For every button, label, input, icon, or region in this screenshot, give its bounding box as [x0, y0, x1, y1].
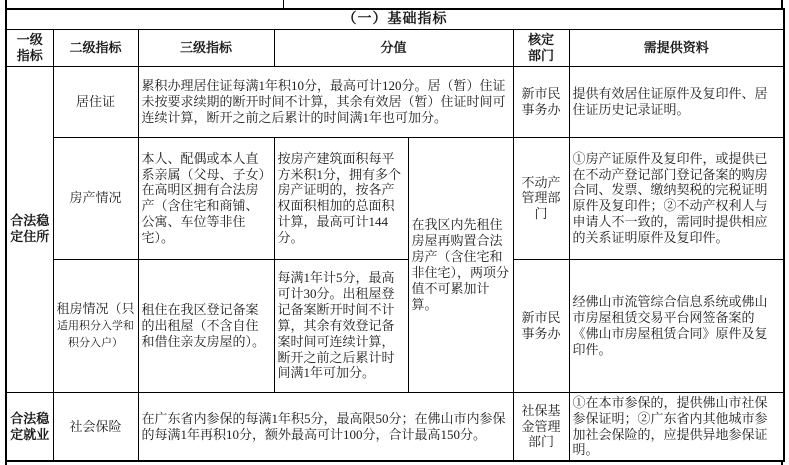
header-level3: 三级指标 — [138, 30, 274, 67]
section-title: （一）基础指标 — [6, 9, 784, 30]
header-materials: 需提供资料 — [569, 30, 784, 67]
cell-rental-score-rule: 每满1年计5分，最高可计30分。出租屋登记备案断开时间不计算，其余有效登记备案时间可连续计算，断开之前之后累计时间满1年可加分。 — [274, 259, 408, 392]
basic-indicators-table — [5, 8, 785, 462]
cell-property-criteria: 本人、配偶或本人直系亲属（父母、子女）在高明区拥有合法房产（含住宅和商铺、公寓、车位等非住宅）。 — [138, 137, 274, 259]
header-score: 分值 — [274, 30, 513, 67]
header-level2: 二级指标 — [53, 30, 138, 67]
section-title-row — [6, 9, 784, 30]
cell-property-materials: ①房产证原件及复印件，或提供已在不动产登记部门登记备案的购房合同、发票、缴纳契税的完税证明原件及复印件；②不动产权利人与申请人不一致的，需同时提供相应的关系证明原件及复印件。 — [569, 137, 784, 259]
cell-rental-department: 新市民事务办 — [513, 259, 569, 392]
cell-rental-indicator — [53, 259, 138, 392]
cell-residence-permit-materials: 提供有效居住证原件及复印件、居住证历史记录证明。 — [569, 66, 784, 137]
cell-property-indicator: 房产情况 — [53, 137, 138, 259]
cell-rental-criteria: 租住在我区登记备案的出租屋（不含自住和借住亲友房屋的）。 — [138, 259, 274, 392]
cell-rental-materials: 经佛山市流管综合信息系统或佛山市房屋租赁交易平台网签备案的《佛山市房屋租赁合同》原件及复印件。 — [569, 259, 784, 392]
row-social-insurance — [6, 392, 784, 461]
cell-shared-score-note: 在我区内先租住房屋再购置合法房产（含住宅和非住宅），两项分值不可累加计算。 — [408, 137, 513, 392]
cell-residence-permit-department: 新市民事务办 — [513, 66, 569, 137]
cell-residence-permit-score-rule: 累积办理居住证每满1年积10分，最高可计120分。居（暂）住证未按要求续期的断开时间不计算，其余有效居（暂）住证时间可连续计算，断开之前之后累计的时间满1年也可加分。 — [138, 66, 513, 137]
row-rental — [6, 259, 784, 392]
rental-indicator-note: 适用积分入学和积分入户） — [57, 320, 134, 349]
row-property — [6, 137, 784, 259]
cell-residence-permit-indicator: 居住证 — [53, 66, 138, 137]
cell-group-residence: 合法稳定住所 — [6, 66, 53, 392]
previous-row-fragment — [5, 0, 783, 8]
cell-group-employment: 合法稳定就业 — [6, 392, 53, 461]
rental-indicator-main: 租房情况（只 — [56, 301, 135, 317]
row-residence-permit — [6, 66, 784, 137]
column-header-row — [6, 30, 784, 67]
header-department: 核定部门 — [513, 30, 569, 67]
cell-social-insurance-materials: ①在本市参保的，提供佛山市社保参保证明；②广东省内其他城市参加社会保险的，应提供异地参保证明。 — [569, 392, 784, 461]
cell-property-score-rule: 按房产建筑面积每平方米积1分，拥有多个房产证明的，按各产权面积相加的总面积计算，最高可计144分。 — [274, 137, 408, 259]
cell-social-insurance-indicator: 社会保险 — [53, 392, 138, 461]
cell-property-department: 不动产管理部门 — [513, 137, 569, 259]
header-level1: 一级指标 — [6, 30, 53, 67]
cell-social-insurance-department: 社保基金管理部门 — [513, 392, 569, 461]
cell-social-insurance-score-rule: 在广东省内参保的每满1年积5分，最高限50分；在佛山市内参保的每满1年再积10分，额外最高可计100分，合计最高150分。 — [138, 392, 513, 461]
table-divider-line — [283, 0, 284, 8]
